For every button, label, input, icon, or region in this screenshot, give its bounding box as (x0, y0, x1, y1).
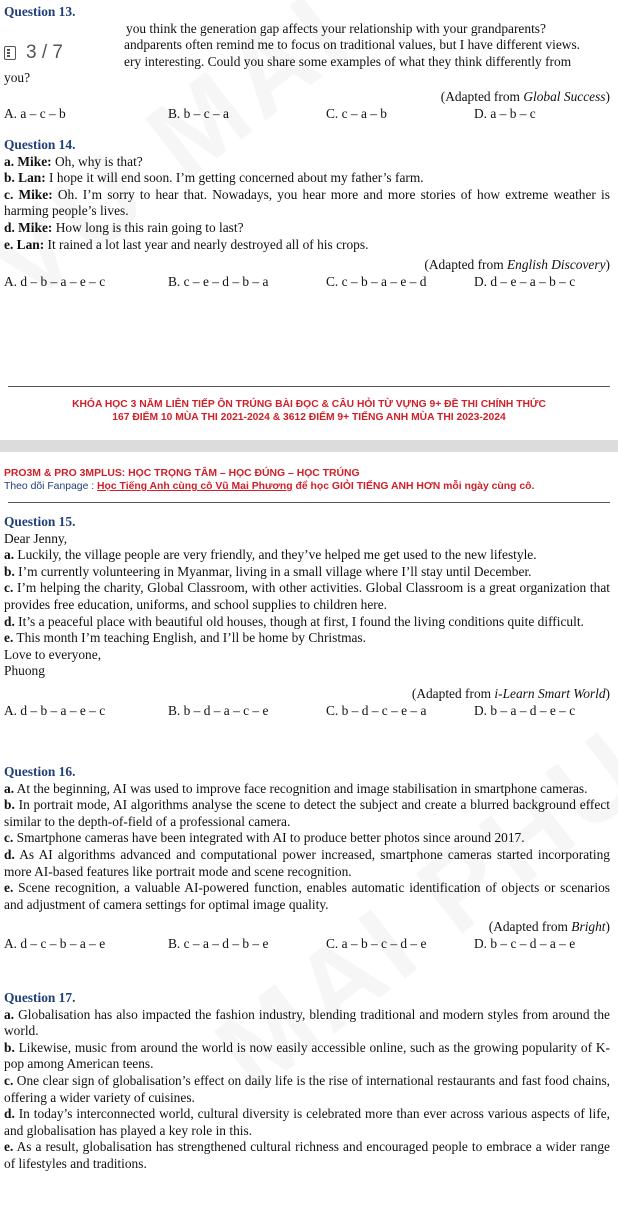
list-item (4, 564, 610, 581)
option-b[interactable]: B. b – d – a – c – e (168, 702, 269, 718)
item-label: d. (4, 613, 15, 629)
text-line: you think the generation gap affects your relationship with your grandparents? (126, 20, 546, 36)
list-item (4, 237, 610, 254)
ad-fanpage (4, 480, 614, 493)
option-b[interactable]: B. c – e – d – b – a (168, 273, 269, 289)
item-label: c. (4, 580, 14, 596)
closing: Love to everyone, (4, 646, 102, 662)
item-label: b. (4, 1039, 15, 1055)
list-item (4, 154, 610, 171)
option-a[interactable]: A. d – c – b – a – e (4, 935, 106, 951)
item-label: d. (4, 846, 15, 862)
greeting: Dear Jenny, (4, 530, 68, 546)
list-item (4, 170, 610, 187)
signature: Phuong (4, 663, 45, 679)
item-text: As AI algorithms advanced and computational power increased, smartphone cameras started incorporating more AI-based features like portrait mode and scene recognition. (4, 846, 610, 879)
source-title: Global Success (523, 88, 606, 104)
item-text: Likewise, music from around the world is now easily accessible online, such as the growing popularity of K-pop among American teens. (4, 1039, 610, 1072)
source-note (4, 257, 610, 274)
item-label: e. (4, 1139, 14, 1155)
item-text: At the beginning, AI was used to improve face recognition and image stabilisation in smartphone cameras. (14, 780, 588, 796)
page-indicator[interactable] (4, 42, 69, 64)
question-title: Question 16. (4, 764, 76, 779)
option-b[interactable]: B. c – a – d – b – e (168, 935, 269, 951)
text-line: ery interesting. Could you share some examples of what they think differently from (124, 53, 572, 69)
fanpage-link[interactable]: Học Tiếng Anh cùng cô Vũ Mai Phương (97, 481, 293, 492)
item-text: I hope it will end soon. I’m getting concerned about my father’s farm. (45, 170, 424, 186)
source-suffix: ) (605, 257, 610, 273)
item-text: As a result, globalisation has strengthened cultural richness and encouraged people to embrace a wider range of lifestyles and traditions. (4, 1139, 610, 1171)
option-d[interactable]: D. d – e – a – b – c (474, 273, 576, 289)
item-text: Scene recognition, a valuable AI-powered function, enables automatic identification of objects or scenarios and adjustment of camera settings for optimal image quality. (4, 880, 610, 912)
source-title: English Discovery (506, 257, 606, 273)
source-note (4, 89, 610, 106)
list-item (4, 630, 610, 647)
item-label: c. (4, 1072, 14, 1088)
question-15 (4, 514, 610, 720)
source-title: Bright (571, 919, 606, 935)
list-item (4, 1073, 610, 1106)
item-text: Oh, why is that? (51, 153, 143, 169)
source-title: i-Learn Smart World (494, 685, 606, 701)
promo-line: 167 ĐIỂM 10 MÙA THI 2021-2024 & 3612 ĐIỂM 9+ TIẾNG ANH MÙA THI 2023-2024 (112, 412, 506, 423)
list-item (4, 547, 610, 564)
option-c[interactable]: C. b – d – c – e – a (326, 702, 427, 718)
list-item (4, 797, 610, 830)
item-label: e. Lan: (4, 236, 45, 252)
list-item (4, 1007, 610, 1040)
question-13 (4, 4, 610, 123)
item-text: Oh. I’m sorry to hear that. Nowadays, you hear more and more stories of how extreme weather is harming people’s lives. (4, 186, 610, 219)
item-text: It rained a lot last year and nearly destroyed all of his crops. (44, 236, 369, 252)
page-list-icon (4, 46, 16, 60)
item-text: How long is this rain going to last? (52, 219, 244, 235)
list-item (4, 1139, 610, 1172)
item-text: It’s a peaceful place with beautiful old houses, though at first, I found the living conditions quite difficult. (14, 613, 584, 629)
question-14 (4, 137, 610, 291)
option-c[interactable]: C. c – b – a – e – d (326, 273, 427, 289)
source-prefix: (Adapted from (440, 88, 524, 104)
text-line: andparents often remind me to focus on traditional values, but I have different views. (124, 37, 581, 53)
section-separator (0, 440, 618, 452)
item-text: In portrait mode, AI algorithms analyse the scene to detect the subject and create a blurred background effect similar to the depth-of-field of a professional camera. (4, 797, 610, 829)
source-suffix: ) (605, 685, 610, 701)
source-prefix: (Adapted from (488, 919, 572, 935)
question-title: Question 14. (4, 137, 76, 152)
source-note (4, 919, 610, 936)
ad-headline: PRO3M & PRO 3MPLUS: HỌC TRỌNG TÂM – HỌC ĐÚNG – HỌC TRÚNG (4, 468, 360, 479)
option-a[interactable]: A. d – b – a – e – c (4, 273, 106, 289)
source-suffix: ) (605, 919, 610, 935)
item-text: Globalisation has also impacted the fashion industry, blending traditional and modern styles from around the world. (4, 1006, 610, 1039)
course-ad (4, 467, 614, 493)
text-line: you? (4, 70, 31, 86)
answer-options (4, 274, 610, 291)
item-text: One clear sign of globalisation’s effect on daily life is the rise of international restaurants and fast food chains, offering a wider variety of cuisines. (4, 1072, 610, 1105)
item-label: c. Mike: (4, 186, 53, 202)
item-label: c. (4, 830, 14, 846)
item-label: a. (4, 547, 15, 563)
question-title: Question 13. (4, 4, 76, 19)
option-a[interactable]: A. a – c – b (4, 105, 66, 121)
item-label: e. (4, 880, 14, 896)
list-item (4, 1040, 610, 1073)
source-prefix: (Adapted from (424, 257, 507, 273)
divider (8, 502, 610, 503)
list-item (4, 781, 610, 798)
question-title: Question 17. (4, 990, 76, 1005)
item-text: This month I’m teaching English, and I’ll be home by Christmas. (13, 630, 366, 646)
list-item (4, 614, 610, 631)
item-label: b. Lan: (4, 170, 46, 186)
list-item (4, 187, 610, 220)
answer-options (4, 106, 610, 123)
item-text: Luckily, the village people are very friendly, and they’ve helped me get used to the new lifestyle. (14, 547, 537, 563)
item-label: b. (4, 797, 15, 813)
question-text (4, 21, 610, 71)
item-label: a. (4, 780, 15, 796)
list-item (4, 847, 610, 880)
question-16 (4, 764, 610, 953)
promo-banner (8, 398, 610, 424)
option-c[interactable]: C. a – b – c – d – e (326, 935, 427, 951)
source-prefix: (Adapted from (411, 685, 495, 701)
question-title: Question 15. (4, 514, 76, 529)
item-label: a. Mike: (4, 153, 52, 169)
question-17 (4, 990, 610, 1173)
source-suffix: ) (605, 88, 610, 104)
page-number: 3 / 7 (26, 41, 63, 63)
list-item (4, 580, 610, 613)
item-text: I’m currently volunteering in Myanmar, living in a small village where I’ll stay until December. (14, 563, 532, 579)
list-item (4, 1106, 610, 1139)
answer-options (4, 703, 610, 720)
list-item (4, 830, 610, 847)
answer-options (4, 936, 610, 953)
divider (8, 386, 610, 387)
item-label: d. (4, 1106, 15, 1122)
source-note (4, 686, 610, 703)
option-d[interactable]: D. a – b – c (474, 105, 536, 121)
option-c[interactable]: C. c – a – b (326, 105, 387, 121)
option-d[interactable]: D. b – a – d – e – c (474, 702, 576, 718)
list-item (4, 880, 610, 913)
item-label: b. (4, 563, 15, 579)
item-text: I’m helping the charity, Global Classroom, with other activities. Global Classroom is a great organization that provides free education, uniforms, and school supplies to children here. (4, 580, 610, 612)
option-d[interactable]: D. b – c – d – a – e (474, 935, 576, 951)
item-label: a. (4, 1006, 15, 1022)
item-label: d. Mike: (4, 219, 53, 235)
fanpage-label: Theo dõi Fanpage : (4, 481, 98, 492)
option-b[interactable]: B. b – c – a (168, 105, 229, 121)
option-a[interactable]: A. d – b – a – e – c (4, 702, 106, 718)
item-text: In today’s interconnected world, cultural diversity is celebrated more than ever across various aspects of life, and globalisation has played a key role in this. (4, 1106, 610, 1138)
item-label: e. (4, 630, 14, 646)
list-item (4, 220, 610, 237)
item-text: Smartphone cameras have been integrated with AI to produce better photos since around 2017. (13, 830, 525, 846)
fanpage-suffix: để học GIỎI TIẾNG ANH HƠN mỗi ngày cùng cô. (292, 481, 535, 492)
promo-line: KHÓA HỌC 3 NĂM LIÊN TIẾP ÔN TRÚNG BÀI ĐỌC & CÂU HỎI TỪ VỰNG 9+ ĐỀ THI CHÍNH THỨC (72, 399, 546, 410)
